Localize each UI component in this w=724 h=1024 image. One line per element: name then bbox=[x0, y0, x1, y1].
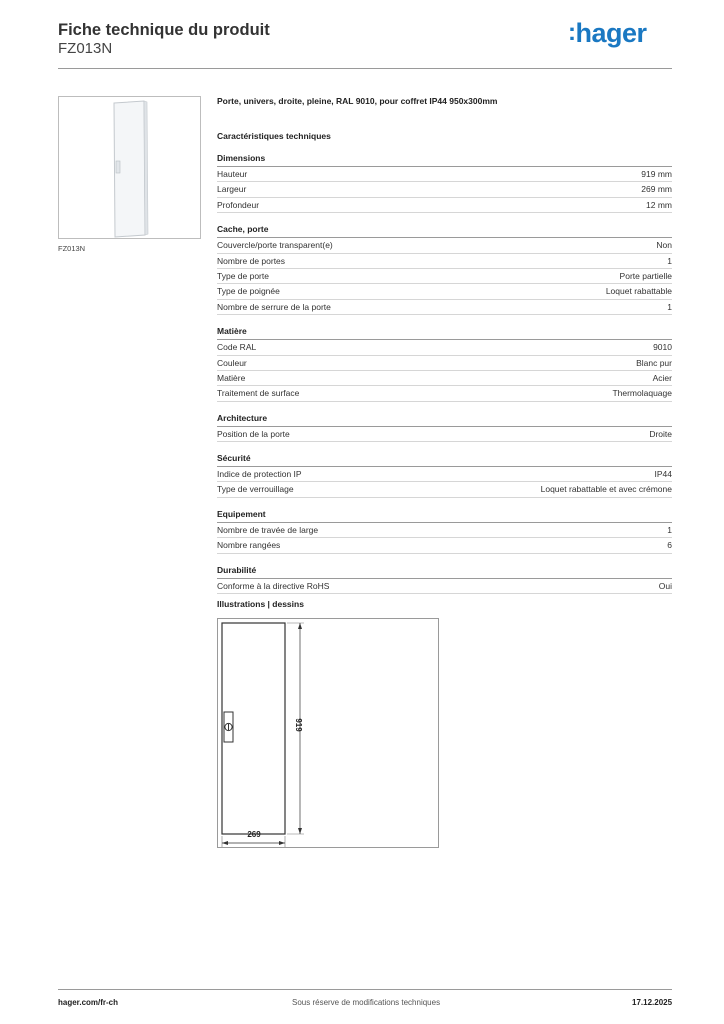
brand-logo bbox=[568, 18, 647, 49]
row-value: Thermolaquage bbox=[612, 388, 672, 399]
row-label: Nombre de serrure de la porte bbox=[217, 301, 331, 312]
row-value: 269 mm bbox=[641, 184, 672, 195]
technical-drawing bbox=[217, 618, 439, 848]
footer-date: 17.12.2025 bbox=[632, 998, 673, 1007]
specs-heading: Caractéristiques techniques bbox=[217, 131, 331, 141]
logo-text: hager bbox=[575, 18, 647, 48]
illustrations-heading: Illustrations | dessins bbox=[217, 599, 304, 609]
table-row bbox=[217, 482, 672, 497]
product-description: Porte, univers, droite, pleine, RAL 9010, pour coffret IP44 950x300mm bbox=[217, 96, 498, 106]
table-row bbox=[217, 340, 672, 355]
table-row bbox=[217, 300, 672, 315]
row-value: 919 mm bbox=[641, 169, 672, 179]
row-value: 6 bbox=[667, 540, 672, 551]
footer-notice: Sous réserve de modifications techniques bbox=[292, 998, 441, 1007]
row-label: Traitement de surface bbox=[217, 388, 300, 399]
row-value: Porte partielle bbox=[619, 270, 672, 281]
row-label: Nombre de portes bbox=[217, 255, 286, 266]
door-photo-icon bbox=[59, 97, 202, 240]
row-value: Acier bbox=[652, 372, 672, 383]
height-dimension-label: 919 bbox=[294, 718, 303, 732]
group-title: Matière bbox=[217, 324, 672, 340]
table-row bbox=[217, 371, 672, 386]
row-label: Indice de protection IP bbox=[217, 469, 302, 480]
row-label: Profondeur bbox=[217, 199, 260, 210]
group-title: Architecture bbox=[217, 411, 672, 427]
table-row bbox=[217, 579, 672, 594]
row-value: 1 bbox=[667, 255, 672, 266]
footer-website[interactable]: hager.com/fr-ch bbox=[58, 998, 119, 1007]
row-label: Code RAL bbox=[217, 342, 257, 353]
lock-handle-icon bbox=[224, 712, 233, 742]
photo-caption: FZ013N bbox=[58, 244, 86, 253]
row-label: Nombre rangées bbox=[217, 540, 281, 551]
footer-divider bbox=[58, 989, 672, 990]
table-row bbox=[217, 538, 672, 553]
table-row bbox=[217, 284, 672, 299]
row-value: Loquet rabattable bbox=[605, 286, 672, 297]
row-label: Couvercle/porte transparent(e) bbox=[217, 240, 333, 251]
group-title: Sécurité bbox=[217, 451, 672, 467]
table-row bbox=[217, 427, 672, 442]
width-dimension-label: 269 bbox=[247, 830, 261, 839]
row-label: Matière bbox=[217, 372, 246, 383]
product-reference: FZ013N bbox=[58, 40, 113, 57]
row-value: Oui bbox=[658, 580, 672, 591]
row-label: Nombre de travée de large bbox=[217, 524, 319, 535]
row-value: Blanc pur bbox=[636, 357, 672, 368]
group-title: Durabilité bbox=[217, 563, 672, 579]
table-row bbox=[217, 386, 672, 401]
header-divider bbox=[58, 68, 672, 69]
row-label: Largeur bbox=[217, 184, 247, 195]
row-value: 1 bbox=[667, 301, 672, 312]
logo-dots-icon: : bbox=[568, 19, 576, 46]
row-value: Droite bbox=[649, 428, 672, 439]
table-row bbox=[217, 523, 672, 538]
table-row bbox=[217, 269, 672, 284]
group-title: Equipement bbox=[217, 507, 672, 523]
row-label: Couleur bbox=[217, 357, 247, 368]
table-row bbox=[217, 254, 672, 269]
row-label: Type de poignée bbox=[217, 286, 280, 297]
row-label: Type de verrouillage bbox=[217, 484, 294, 495]
table-row bbox=[217, 356, 672, 371]
row-label: Hauteur bbox=[217, 169, 248, 179]
table-row bbox=[217, 238, 672, 253]
row-label: Position de la porte bbox=[217, 428, 290, 439]
product-photo bbox=[58, 96, 201, 239]
group-title: Cache, porte bbox=[217, 222, 672, 238]
table-row bbox=[217, 167, 672, 182]
page-title: Fiche technique du produit bbox=[58, 21, 270, 39]
row-value: 12 mm bbox=[646, 199, 672, 210]
table-row bbox=[217, 467, 672, 482]
row-value: 9010 bbox=[653, 342, 672, 353]
table-row bbox=[217, 198, 672, 213]
row-value: 1 bbox=[667, 524, 672, 535]
row-value: Loquet rabattable et avec crémone bbox=[540, 484, 672, 495]
table-row bbox=[217, 182, 672, 197]
specs-table bbox=[217, 151, 672, 594]
row-label: Conforme à la directive RoHS bbox=[217, 580, 330, 591]
row-label: Type de porte bbox=[217, 270, 269, 281]
row-value: Non bbox=[656, 240, 672, 251]
group-title: Dimensions bbox=[217, 151, 672, 167]
row-value: IP44 bbox=[654, 469, 672, 480]
